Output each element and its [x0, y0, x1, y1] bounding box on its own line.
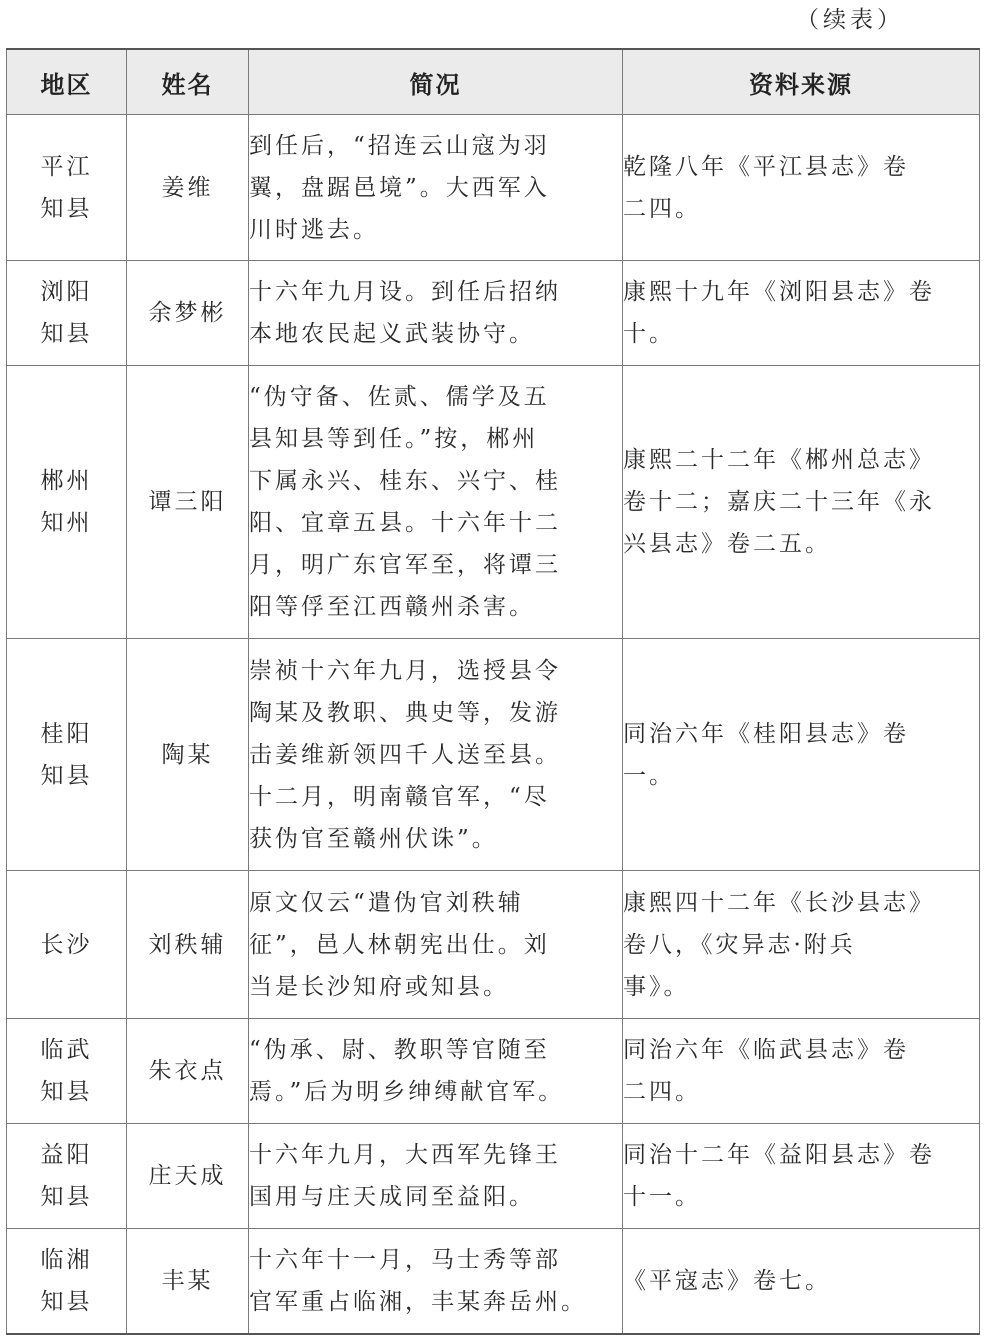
name-cell [127, 115, 249, 261]
column-header-name: 姓名 [127, 49, 249, 115]
region-cell [7, 871, 127, 1019]
source-cell [623, 1124, 980, 1229]
summary-text: 十六年九月，大西军先锋王 国用与庄天成同至益阳。 [249, 1142, 561, 1210]
summary-cell [249, 1019, 623, 1124]
name-cell [127, 1229, 249, 1334]
column-header-summary: 简况 [249, 49, 623, 115]
source-cell [623, 261, 980, 366]
region-text: 郴州 知州 [40, 468, 93, 536]
name-cell [127, 1124, 249, 1229]
column-header-region: 地区 [7, 49, 127, 115]
name-text: 刘秩辅 [148, 931, 227, 958]
header-row [7, 49, 980, 115]
table-row [7, 115, 980, 261]
name-cell [127, 639, 249, 871]
name-text: 余梦彬 [148, 300, 227, 326]
region-cell [7, 639, 127, 871]
name-text: 谭三阳 [148, 489, 227, 515]
summary-text: 原文仅云“遣伪官刘秩辅 征”，邑人林朝宪出仕。刘 当是长沙知府或知县。 [249, 889, 550, 1000]
name-text: 庄天成 [148, 1163, 227, 1189]
summary-text: 到任后，“招连云山寇为羽 翼，盘踞邑境”。大西军入 川时逃去。 [249, 132, 550, 243]
name-cell [127, 871, 249, 1019]
source-cell [623, 115, 980, 261]
region-cell [7, 366, 127, 639]
table-row [7, 1019, 980, 1124]
table-row [7, 639, 980, 871]
region-cell [7, 261, 127, 366]
summary-cell [249, 871, 623, 1019]
source-cell [623, 1229, 980, 1334]
table-row [7, 261, 980, 366]
name-cell [127, 1019, 249, 1124]
region-text: 桂阳 知县 [40, 720, 93, 789]
summary-cell [249, 366, 623, 639]
source-cell [623, 1019, 980, 1124]
region-text: 益阳 知县 [40, 1142, 93, 1210]
name-text: 丰某 [161, 1267, 214, 1294]
source-text: 同治六年《桂阳县志》卷 一。 [623, 720, 909, 789]
region-cell [7, 1019, 127, 1124]
region-cell [7, 1124, 127, 1229]
region-text: 浏阳 知县 [40, 279, 93, 347]
source-text: 同治六年《临武县志》卷 二四。 [623, 1037, 909, 1105]
summary-text: “伪守备、佐贰、儒学及五 县知县等到任。”按，郴州 下属永兴、桂东、兴宁、桂 阳、宜章五县。十六年十二 月，明广东官军至，将谭三 阳等俘至江西赣州杀害。 [249, 384, 561, 620]
region-text: 临湘 知县 [40, 1246, 93, 1315]
table-body [7, 115, 980, 1334]
continued-table-label: （续表） [796, 7, 904, 33]
source-cell [623, 871, 980, 1019]
officials-table [6, 48, 980, 1335]
region-text: 临武 知县 [40, 1037, 93, 1105]
source-cell [623, 639, 980, 871]
summary-cell [249, 261, 623, 366]
name-cell [127, 366, 249, 639]
table-row [7, 366, 980, 639]
name-text: 朱衣点 [148, 1058, 227, 1084]
source-text: 同治十二年《益阳县志》卷 十一。 [623, 1142, 935, 1210]
summary-text: 十六年九月设。到任后招纳 本地农民起义武装协守。 [249, 279, 561, 347]
source-text: 康熙二十二年《郴州总志》 卷十二；嘉庆二十三年《永 兴县志》卷二五。 [623, 447, 935, 557]
region-cell [7, 115, 127, 261]
name-cell [127, 261, 249, 366]
source-text: 康熙十九年《浏阳县志》卷 十。 [623, 279, 935, 347]
summary-cell [249, 1229, 623, 1334]
summary-text: “伪承、尉、教职等官随至 焉。”后为明乡绅缚献官军。 [249, 1037, 565, 1105]
source-cell [623, 366, 980, 639]
source-text: 《平寇志》卷七。 [623, 1267, 831, 1294]
region-text: 平江 知县 [40, 153, 93, 222]
summary-text: 十六年十一月，马士秀等部 官军重占临湘，丰某奔岳州。 [249, 1246, 587, 1315]
summary-text: 崇祯十六年九月，选授县令 陶某及教职、典史等，发游 击姜维新领四千人送至县。 十二月，明南赣官军，“尽 获伪官至赣州伏诛”。 [249, 657, 561, 852]
table-header [7, 49, 980, 115]
name-text: 陶某 [161, 741, 214, 768]
summary-cell [249, 639, 623, 871]
summary-cell [249, 1124, 623, 1229]
table-row [7, 1124, 980, 1229]
region-cell [7, 1229, 127, 1334]
column-header-source: 资料来源 [623, 49, 980, 115]
table-row [7, 1229, 980, 1334]
source-text: 乾隆八年《平江县志》卷 二四。 [623, 153, 909, 222]
source-text: 康熙四十二年《长沙县志》 卷八，《灾异志·附兵 事》。 [623, 889, 935, 1000]
table-row [7, 871, 980, 1019]
region-text: 长沙 [40, 931, 93, 958]
name-text: 姜维 [161, 174, 214, 201]
summary-cell [249, 115, 623, 261]
